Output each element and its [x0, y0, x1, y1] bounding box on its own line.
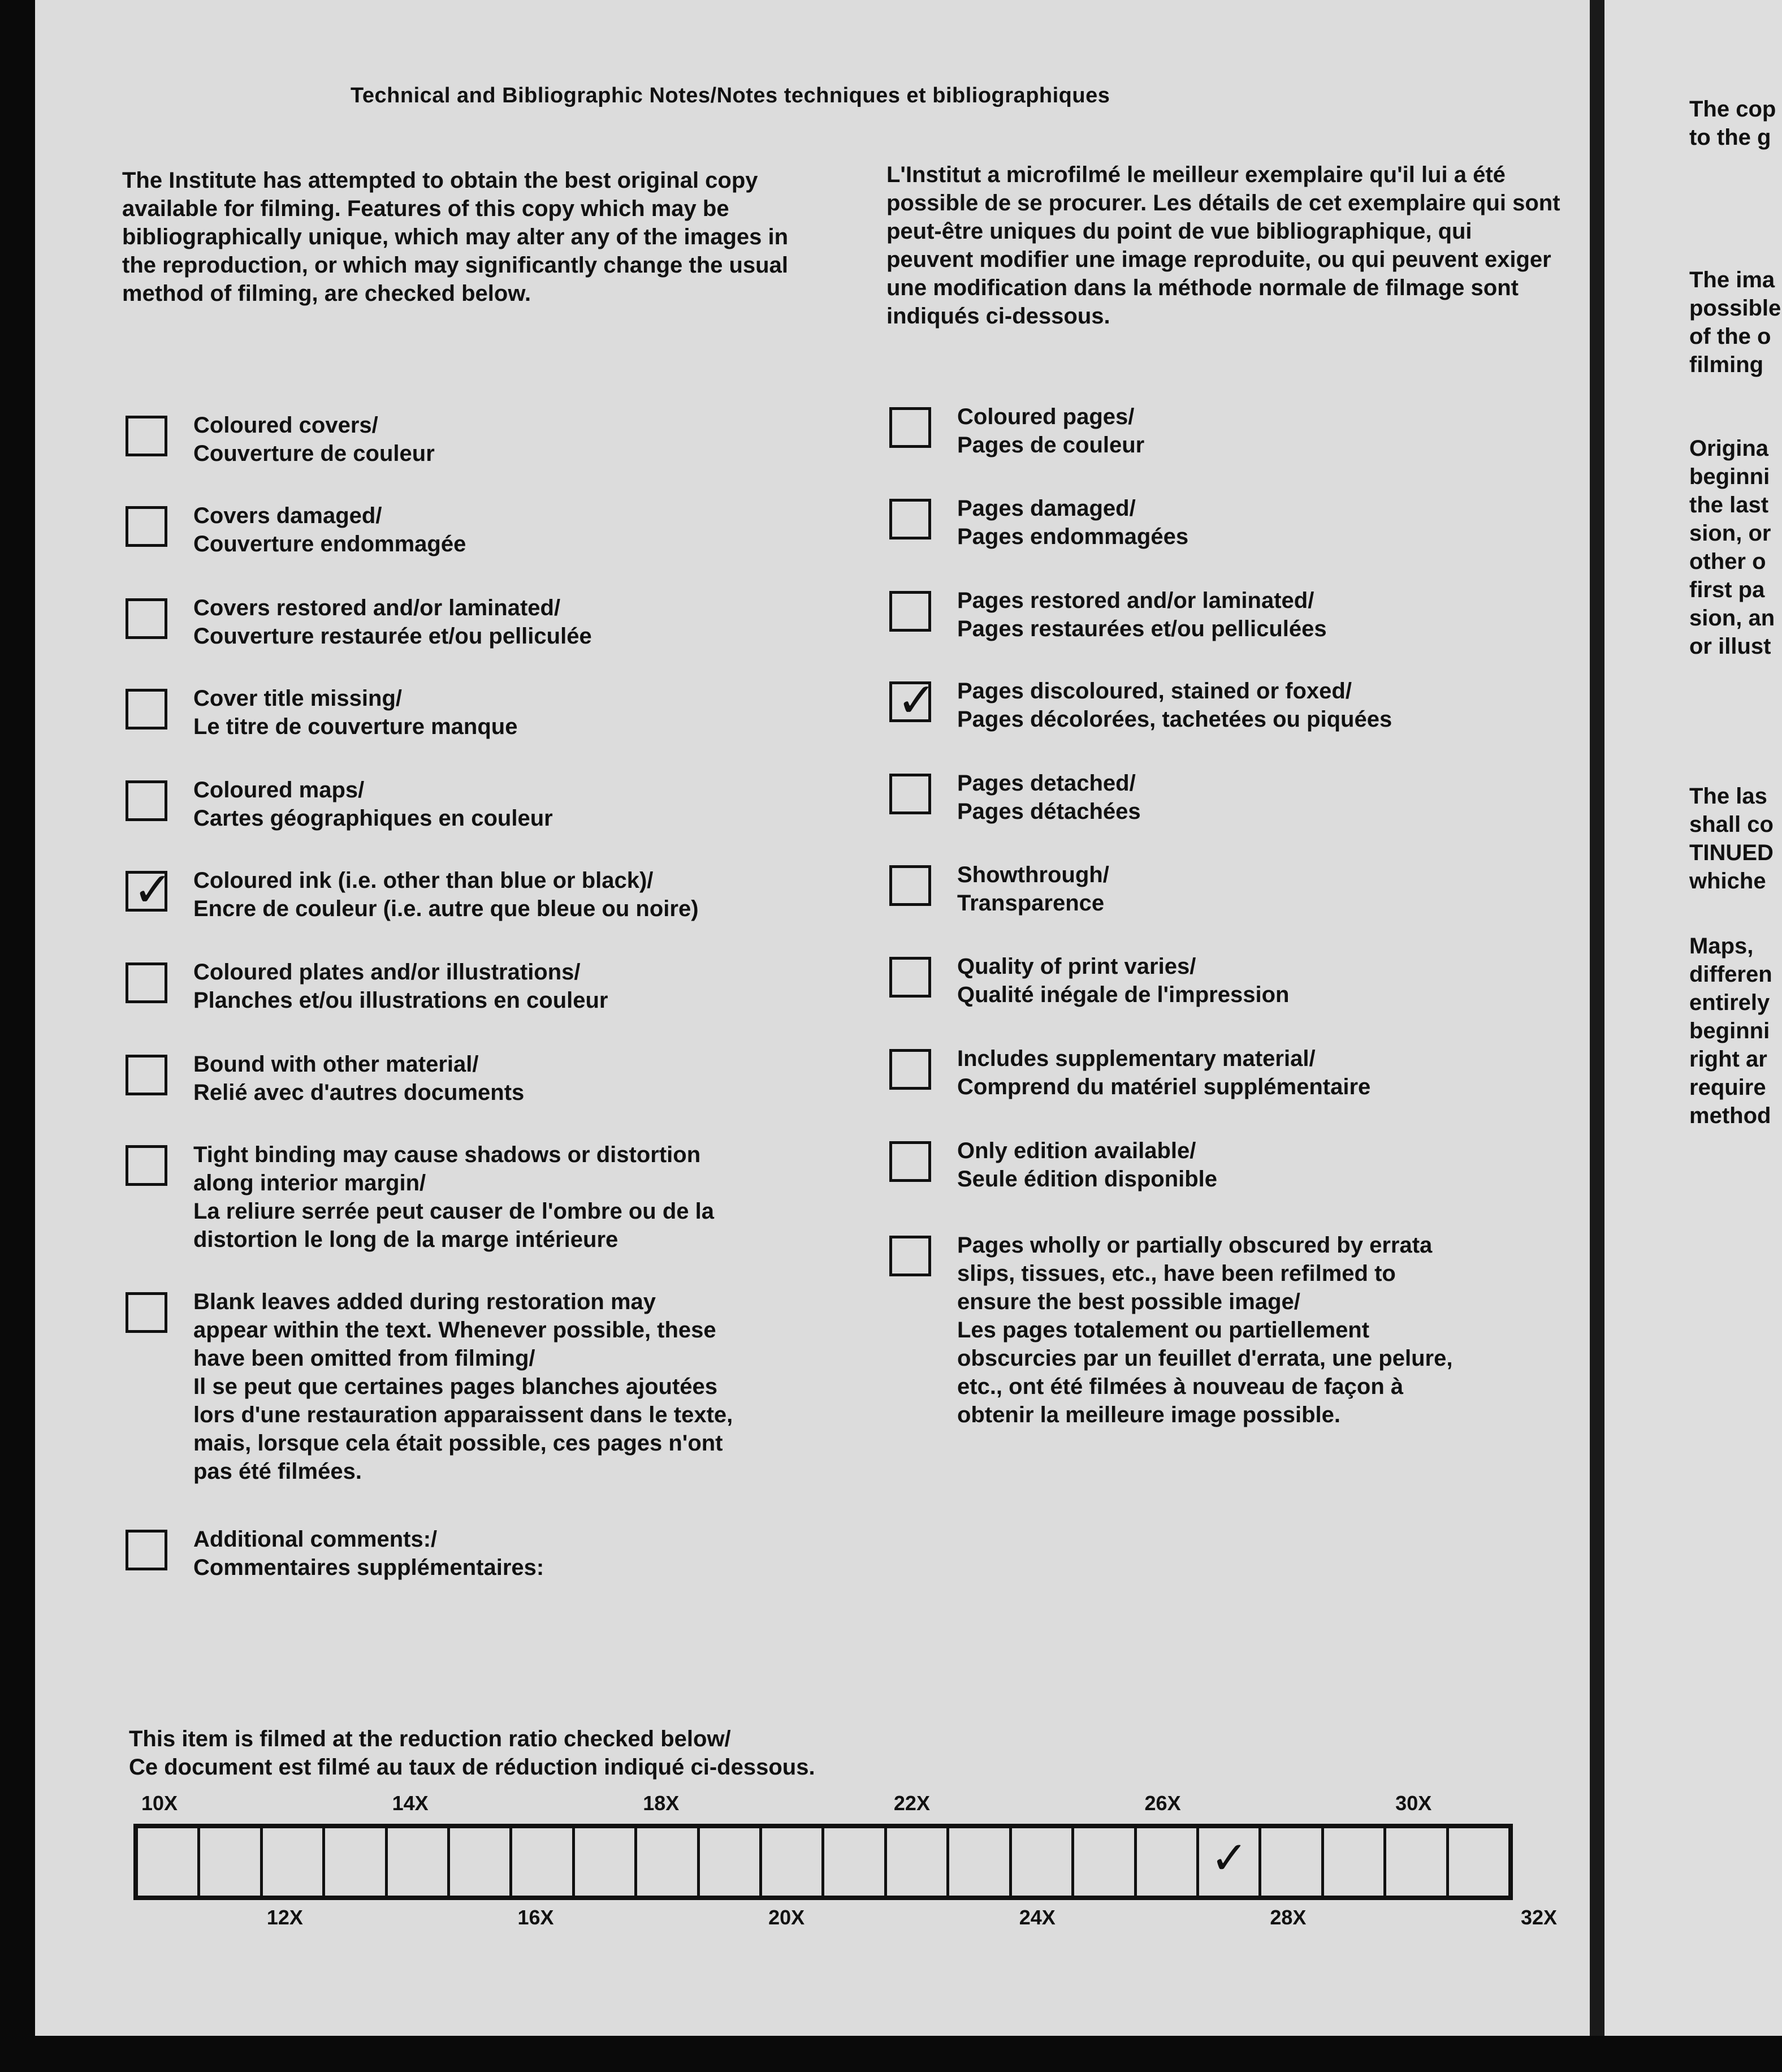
intro-french: L'Institut a microfilmé le meilleur exemplaire qu'il lui a été possible de se procurer. Les détails de cet exemplaire qui sont peut-être uniques du point de vue bibliographique, qui peuvent modifier une image reproduite, ou qui peuvent exiger une modification dans la méthode normale de filmage sont indiqués ci-dessous. [886, 162, 1560, 329]
label-line: Encre de couleur (i.e. autre que bleue ou noire) [193, 896, 699, 921]
reduction-cell[interactable] [450, 1828, 512, 1896]
reduction-cell[interactable] [200, 1828, 262, 1896]
label-line: Tight binding may cause shadows or distortion [193, 1142, 701, 1167]
reduction-cell[interactable] [138, 1828, 200, 1896]
reduction-tick-label: 30X [1395, 1792, 1432, 1815]
checklist-item-label [957, 1137, 1556, 1193]
label-line: Les pages totalement ou partiellement [957, 1318, 1370, 1343]
fragment-line: Origina [1689, 436, 1769, 461]
reduction-cell[interactable] [637, 1828, 699, 1896]
reduction-cell[interactable] [1324, 1828, 1386, 1896]
checklist-item-label [193, 411, 793, 468]
label-line: Seule édition disponible [957, 1167, 1218, 1192]
label-line: pas été filmées. [193, 1459, 362, 1484]
reduction-tick-label: 18X [643, 1792, 680, 1815]
fragment-line: filming [1689, 352, 1764, 377]
fragment-line: The ima [1689, 267, 1775, 292]
reduction-tick-label: 14X [392, 1792, 429, 1815]
label-line: La reliure serrée peut causer de l'ombre ou de la [193, 1199, 714, 1224]
fragment-line: TINUED [1689, 840, 1774, 865]
reduction-tick-label: 20X [768, 1906, 805, 1929]
label-line: Cartes géographiques en couleur [193, 806, 553, 831]
label-line: have been omitted from filming/ [193, 1346, 535, 1371]
checklist-item-label [193, 594, 793, 650]
label-line: Pages wholly or partially obscured by errata [957, 1233, 1433, 1258]
label-line: etc., ont été filmées à nouveau de façon à [957, 1374, 1404, 1399]
label-line: Couverture endommagée [193, 532, 466, 556]
checklist-item-label [193, 1141, 793, 1254]
label-line: obtenir la meilleure image possible. [957, 1402, 1340, 1427]
checkbox[interactable] [126, 1145, 167, 1186]
fragment-line: the last [1689, 493, 1769, 517]
checkbox[interactable] [889, 865, 931, 906]
checklist-item-label [193, 1525, 793, 1582]
reduction-cell[interactable] [700, 1828, 762, 1896]
checkbox[interactable] [126, 862, 173, 917]
checklist-item-label [957, 952, 1556, 1009]
check-mark-icon: ✓ [897, 672, 937, 728]
label-line: Pages damaged/ [957, 496, 1136, 521]
label-line: Relié avec d'autres documents [193, 1080, 525, 1105]
checklist-item-label [957, 1231, 1556, 1429]
checklist-item-label [957, 494, 1556, 551]
reduction-ratio-grid [133, 1824, 1513, 1900]
checklist-item-label [193, 502, 793, 558]
checkbox[interactable] [126, 962, 167, 1003]
checkbox[interactable] [889, 407, 931, 448]
reduction-tick-label: 10X [141, 1792, 178, 1815]
label-line: Coloured maps/ [193, 778, 365, 802]
checklist-item-label [193, 1288, 793, 1486]
adjacent-text-fragment [1689, 932, 1772, 1130]
fragment-line: require [1689, 1075, 1766, 1100]
reduction-tick-label: 28X [1270, 1906, 1307, 1929]
label-line: Coloured pages/ [957, 404, 1135, 429]
checklist-item-label [957, 586, 1556, 643]
fragment-line: sion, an [1689, 606, 1775, 631]
reduction-cell[interactable] [1012, 1828, 1074, 1896]
label-line: Qualité inégale de l'impression [957, 982, 1290, 1007]
reduction-cell[interactable] [1199, 1828, 1261, 1896]
checkbox[interactable] [126, 780, 167, 821]
checkbox[interactable] [126, 1292, 167, 1333]
fragment-line: to the g [1689, 125, 1771, 150]
label-line: Coloured plates and/or illustrations/ [193, 960, 581, 985]
reduction-cell[interactable] [512, 1828, 574, 1896]
fragment-line: differen [1689, 962, 1772, 987]
checkbox[interactable] [889, 591, 931, 632]
label-line: Transparence [957, 891, 1105, 916]
label-line: Covers damaged/ [193, 503, 382, 528]
fragment-line: first pa [1689, 577, 1765, 602]
label-line: Includes supplementary material/ [957, 1046, 1316, 1071]
label-line: Commentaires supplémentaires: [193, 1555, 544, 1580]
fragment-line: right ar [1689, 1047, 1767, 1072]
label-line: obscurcies par un feuillet d'errata, une pelure, [957, 1346, 1453, 1371]
label-line: Pages detached/ [957, 771, 1136, 796]
page-title: Technical and Bibliographic Notes/Notes techniques et bibliographiques [351, 84, 1110, 107]
reduction-ratio-note [129, 1725, 815, 1781]
reduction-note-french: Ce document est filmé au taux de réduction indiqué ci-dessous. [129, 1755, 815, 1780]
checklist-item-label [957, 1044, 1556, 1101]
fragment-line: other o [1689, 549, 1766, 574]
fragment-line: of the o [1689, 324, 1771, 349]
checkbox[interactable] [126, 598, 167, 639]
checklist-item-label [193, 776, 793, 832]
checklist-item-label [193, 958, 793, 1015]
checkbox[interactable] [889, 499, 931, 539]
fragment-line: sion, or [1689, 521, 1771, 546]
check-mark-icon: ✓ [1210, 1832, 1248, 1884]
reduction-tick-label: 12X [266, 1906, 303, 1929]
label-line: Coloured ink (i.e. other than blue or black)/ [193, 868, 654, 893]
label-line: ensure the best possible image/ [957, 1289, 1300, 1314]
checklist-item-label [957, 403, 1556, 459]
label-line: Couverture de couleur [193, 441, 435, 466]
label-line: Pages endommagées [957, 524, 1189, 549]
reduction-cell[interactable] [887, 1828, 949, 1896]
reduction-cell[interactable] [1137, 1828, 1199, 1896]
label-line: appear within the text. Whenever possible, these [193, 1318, 716, 1343]
label-line: Couverture restaurée et/ou pelliculée [193, 624, 592, 649]
fragment-line: whiche [1689, 869, 1766, 893]
label-line: along interior margin/ [193, 1171, 426, 1195]
label-line: Pages détachées [957, 799, 1141, 824]
checkbox[interactable] [126, 1055, 167, 1095]
reduction-tick-label: 24X [1019, 1906, 1056, 1929]
label-line: Pages restored and/or laminated/ [957, 588, 1314, 613]
checkbox[interactable] [889, 1236, 931, 1276]
reduction-tick-label: 16X [517, 1906, 554, 1929]
fragment-line: entirely [1689, 990, 1770, 1015]
reduction-cell[interactable] [1449, 1828, 1508, 1896]
fragment-line: method [1689, 1103, 1771, 1128]
fragment-line: Maps, [1689, 934, 1754, 959]
checkbox[interactable] [126, 416, 167, 456]
label-line: Coloured covers/ [193, 413, 378, 438]
label-line: Covers restored and/or laminated/ [193, 595, 561, 620]
intro-english: The Institute has attempted to obtain the best original copy available for filming. Features of this copy which may be bibliographically unique, which may alter any of the images in the reproduction, or which may significantly change the usual method of filming, are checked below. [122, 168, 789, 306]
checklist-item-label [957, 861, 1556, 917]
label-line: Pages de couleur [957, 433, 1145, 457]
checklist-item-label [193, 866, 793, 923]
reduction-tick-label: 22X [893, 1792, 930, 1815]
adjacent-text-fragment [1689, 266, 1781, 379]
label-line: Bound with other material/ [193, 1052, 479, 1077]
label-line: lors d'une restauration apparaissent dans le texte, [193, 1402, 733, 1427]
label-line: Pages discoloured, stained or foxed/ [957, 679, 1352, 703]
label-line: Blank leaves added during restoration may [193, 1289, 656, 1314]
page-gutter [1590, 0, 1604, 2036]
adjacent-text-fragment [1689, 782, 1774, 895]
fragment-line: beginni [1689, 464, 1770, 489]
fragment-line: beginni [1689, 1018, 1770, 1043]
adjacent-page [1604, 0, 1782, 2036]
label-line: Cover title missing/ [193, 686, 402, 711]
checkbox[interactable] [126, 506, 167, 547]
check-mark-icon: ✓ [133, 862, 173, 917]
checkbox[interactable] [889, 672, 937, 728]
checkbox[interactable] [889, 774, 931, 814]
label-line: Planches et/ou illustrations en couleur [193, 988, 608, 1013]
label-line: Comprend du matériel supplémentaire [957, 1074, 1371, 1099]
label-line: Additional comments:/ [193, 1527, 438, 1552]
reduction-cell[interactable] [325, 1828, 387, 1896]
label-line: Showthrough/ [957, 862, 1109, 887]
checkbox[interactable] [126, 689, 167, 729]
label-line: Quality of print varies/ [957, 954, 1196, 979]
checklist-item-label [957, 677, 1556, 733]
checkbox[interactable] [889, 1049, 931, 1090]
fragment-line: possible [1689, 296, 1781, 321]
reduction-tick-label: 26X [1144, 1792, 1181, 1815]
checkbox[interactable] [126, 1530, 167, 1570]
reduction-cell[interactable] [575, 1828, 637, 1896]
adjacent-text-fragment [1689, 434, 1775, 661]
label-line: Il se peut que certaines pages blanches ajoutées [193, 1374, 718, 1399]
fragment-line: shall co [1689, 812, 1774, 837]
label-line: distortion le long de la marge intérieure [193, 1227, 618, 1252]
label-line: Pages décolorées, tachetées ou piquées [957, 707, 1392, 732]
label-line: mais, lorsque cela était possible, ces pages n'ont [193, 1431, 723, 1456]
reduction-tick-label: 32X [1521, 1906, 1558, 1929]
checklist-item-label [193, 1050, 793, 1107]
reduction-cell[interactable] [949, 1828, 1011, 1896]
label-line: Only edition available/ [957, 1138, 1196, 1163]
reduction-cell[interactable] [388, 1828, 450, 1896]
fragment-line: The las [1689, 784, 1767, 809]
fragment-line: The cop [1689, 97, 1776, 122]
reduction-cell[interactable] [824, 1828, 886, 1896]
reduction-cell[interactable] [1261, 1828, 1323, 1896]
label-line: Le titre de couverture manque [193, 714, 518, 739]
checkbox[interactable] [889, 1141, 931, 1182]
label-line: Pages restaurées et/ou pelliculées [957, 616, 1327, 641]
checkbox[interactable] [889, 957, 931, 998]
checklist-item-label [193, 684, 793, 741]
label-line: slips, tissues, etc., have been refilmed to [957, 1261, 1396, 1286]
checklist-item-label [957, 769, 1556, 826]
fragment-line: or illust [1689, 634, 1771, 659]
reduction-cell[interactable] [1074, 1828, 1136, 1896]
reduction-cell[interactable] [263, 1828, 325, 1896]
reduction-cell[interactable] [1386, 1828, 1448, 1896]
reduction-note-english: This item is filmed at the reduction ratio checked below/ [129, 1726, 731, 1751]
adjacent-text-fragment [1689, 95, 1776, 152]
reduction-cell[interactable] [762, 1828, 824, 1896]
